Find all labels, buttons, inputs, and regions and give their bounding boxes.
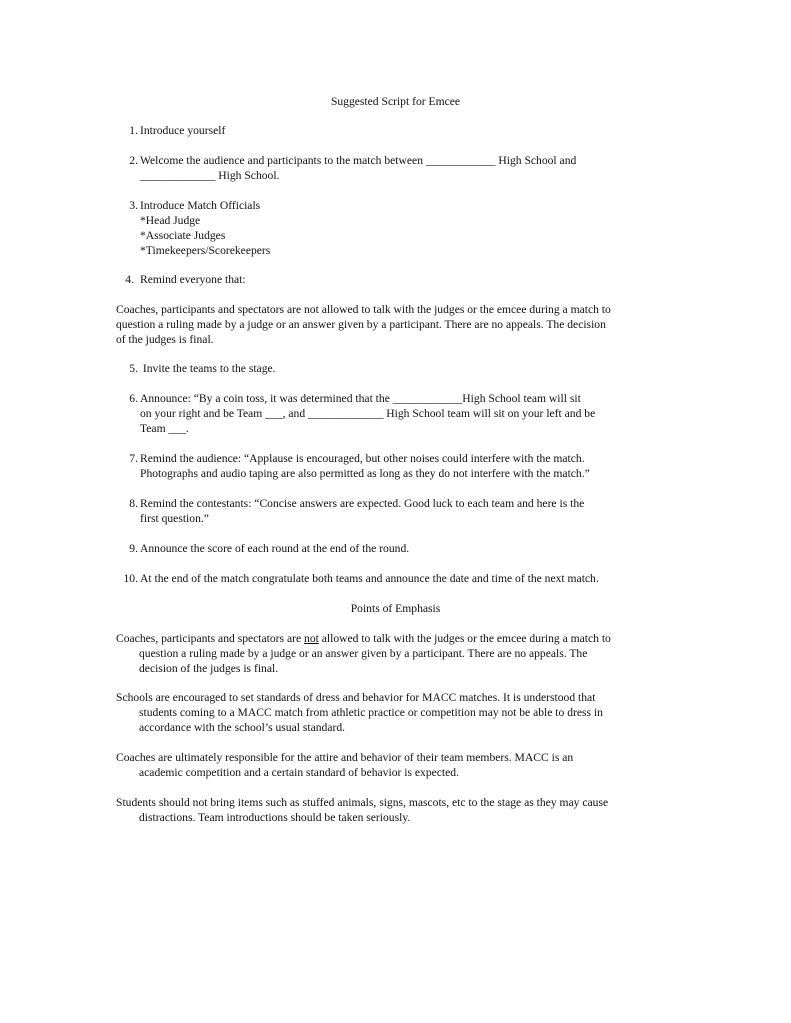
emphasis-paragraph	[116, 631, 676, 676]
list-item-text: *Associate Judges	[140, 229, 226, 242]
list-item-text: Introduce yourself	[140, 124, 226, 137]
emphasis-heading: Points of Emphasis	[350, 602, 441, 615]
paragraph-line: Coaches are ultimately responsible for the attire and behavior of their team members. MACC is an	[116, 751, 574, 764]
list-item-text: Announce the score of each round at the end of the round.	[140, 542, 410, 555]
list-item-text: *Head Judge	[140, 214, 201, 227]
list-item-text: _____________ High School.	[140, 169, 280, 182]
underlined-not: not	[304, 632, 319, 645]
list-item-number: 1.	[129, 124, 138, 137]
paragraph-line	[116, 631, 676, 646]
paragraph-line: question a ruling made by a judge or an answer given by a participant. There are no appeals. The decision	[116, 318, 606, 331]
paragraph-line: students coming to a MACC match from athletic practice or competition may not be able to dress in	[139, 706, 603, 719]
document-title: Suggested Script for Emcee	[330, 95, 461, 108]
paragraph-line: question a ruling made by a judge or an answer given by a participant. There are no appeals. The	[139, 647, 588, 660]
paragraph-line: Coaches, participants and spectators are not allowed to talk with the judges or the emcee during a match to	[116, 303, 611, 316]
list-item-number: 6.	[129, 392, 138, 405]
text-run: allowed to talk with the judges or the emcee during a match to	[318, 632, 611, 645]
reminder-paragraph	[116, 302, 676, 347]
paragraph-line: academic competition and a certain standard of behavior is expected.	[139, 766, 459, 779]
list-item-text: At the end of the match congratulate both teams and announce the date and time of the next match.	[140, 572, 599, 585]
paragraph-line: Schools are encouraged to set standards of dress and behavior for MACC matches. It is understood that	[116, 691, 596, 704]
paragraph-line: accordance with the school’s usual standard.	[139, 721, 346, 734]
list-item-number: 3.	[129, 199, 138, 212]
list-item-text: Team ___.	[140, 422, 189, 435]
list-item-text: Remind the audience: “Applause is encouraged, but other noises could interfere with the match.	[140, 452, 585, 465]
list-item-text: Announce: “By a coin toss, it was determined that the ____________High School team will sit	[140, 392, 581, 405]
emphasis-paragraph	[116, 750, 676, 780]
list-item-text: Welcome the audience and participants to the match between ____________ High School and	[140, 154, 577, 167]
paragraph-line: Students should not bring items such as stuffed animals, signs, mascots, etc to the stage as they may cause	[116, 796, 609, 809]
list-item-number: 4.	[125, 273, 134, 286]
list-item-text: Remind the contestants: “Concise answers are expected. Good luck to each team and here is the	[140, 497, 585, 510]
list-item-text: first question.”	[140, 512, 209, 525]
list-item-number: 9.	[129, 542, 138, 555]
emphasis-paragraph	[116, 795, 676, 825]
list-item-number: 5.	[129, 362, 138, 375]
list-item-text: Introduce Match Officials	[140, 199, 261, 212]
paragraph-line: of the judges is final.	[116, 333, 214, 346]
list-item-number: 7.	[129, 452, 138, 465]
paragraph-line: decision of the judges is final.	[139, 662, 279, 675]
list-item-number: 10.	[123, 572, 138, 585]
paragraph-line: distractions. Team introductions should be taken seriously.	[139, 811, 411, 824]
list-item-number: 2.	[129, 154, 138, 167]
list-item-text: Invite the teams to the stage.	[140, 362, 276, 375]
list-item-text: on your right and be Team ___, and _____________ High School team will sit on your left and be	[140, 407, 596, 420]
list-item-text: Remind everyone that:	[140, 273, 246, 286]
list-item-text: Photographs and audio taping are also permitted as long as they do not interfere with the match.”	[140, 467, 590, 480]
list-item-number: 8.	[129, 497, 138, 510]
emphasis-paragraph	[116, 690, 676, 735]
list-item-text: *Timekeepers/Scorekeepers	[140, 244, 271, 257]
text-run: Coaches, participants and spectators are	[116, 632, 305, 645]
